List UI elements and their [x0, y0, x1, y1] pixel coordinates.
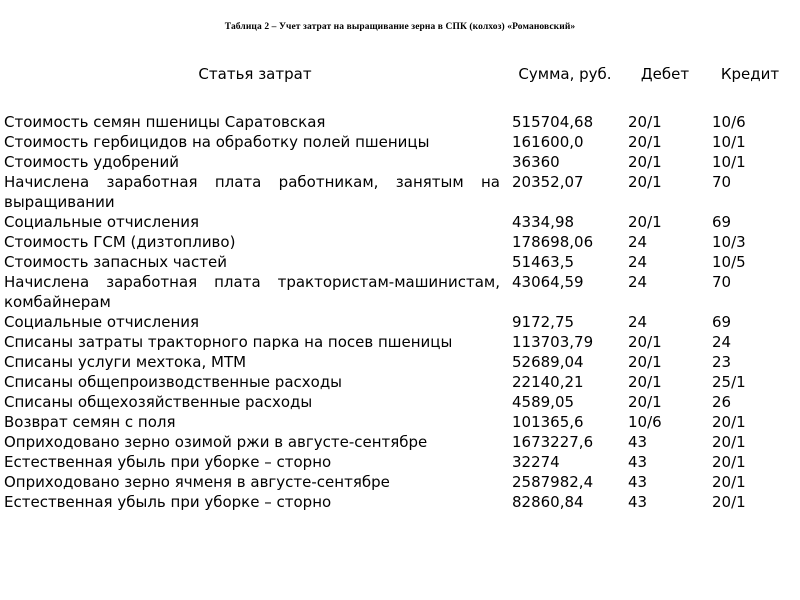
column-header-credit: Кредит [720, 65, 780, 83]
cell-item: Списаны услуги мехтока, МТМ [4, 353, 247, 371]
table-row [4, 432, 794, 452]
cell-credit: 23 [712, 353, 732, 371]
table-row [4, 412, 794, 432]
cell-debit: 20/1 [628, 213, 662, 231]
cell-credit: 10/6 [712, 113, 746, 131]
cell-item: Оприходовано зерно ячменя в августе-сентябре [4, 473, 390, 491]
cell-debit: 20/1 [628, 113, 662, 131]
cell-item: Оприходовано зерно озимой ржи в августе-сентябре [4, 433, 428, 451]
cell-item: Стоимость удобрений [4, 153, 179, 171]
cell-sum: 36360 [512, 153, 560, 171]
cell-credit: 20/1 [712, 413, 746, 431]
cell-item: Естественная убыль при уборке – сторно [4, 493, 332, 511]
cell-item: Стоимость семян пшеницы Саратовская [4, 113, 326, 131]
cell-sum: 4334,98 [512, 213, 575, 231]
cell-debit: 24 [628, 253, 648, 271]
cost-accounting-table [4, 64, 794, 512]
cell-debit: 20/1 [628, 373, 662, 391]
cell-credit: 24 [712, 333, 732, 351]
cell-debit: 43 [628, 433, 648, 451]
cell-sum: 43064,59 [512, 273, 584, 291]
table-row [4, 332, 794, 352]
cell-item: Списаны затраты тракторного парка на посев пшеницы [4, 333, 453, 351]
cell-sum: 515704,68 [512, 113, 594, 131]
cell-sum: 161600,0 [512, 133, 584, 151]
cell-item: Стоимость запасных частей [4, 253, 227, 271]
cell-debit: 24 [628, 313, 648, 331]
cell-sum: 1673227,6 [512, 433, 594, 451]
table-row [4, 272, 794, 312]
column-header-item: Статья затрат [198, 65, 312, 83]
table-header-row [4, 64, 794, 112]
cell-item: Социальные отчисления [4, 313, 200, 331]
cell-item: Начислена заработная плата работникам, занятым на выращивании [4, 173, 500, 211]
cell-credit: 69 [712, 313, 732, 331]
cell-sum: 101365,6 [512, 413, 584, 431]
cell-item: Начислена заработная плата трактористам-машинистам, комбайнерам [4, 273, 500, 311]
cell-debit: 24 [628, 233, 648, 251]
cell-credit: 20/1 [712, 453, 746, 471]
table-row [4, 232, 794, 252]
table-row [4, 172, 794, 212]
cell-sum: 113703,79 [512, 333, 594, 351]
cell-sum: 22140,21 [512, 373, 584, 391]
cell-credit: 25/1 [712, 373, 746, 391]
cell-sum: 52689,04 [512, 353, 584, 371]
cell-debit: 43 [628, 453, 648, 471]
table-row [4, 212, 794, 232]
cell-item: Списаны общепроизводственные расходы [4, 373, 343, 391]
cell-sum: 9172,75 [512, 313, 575, 331]
cell-credit: 10/3 [712, 233, 746, 251]
cell-item: Стоимость гербицидов на обработку полей пшеницы [4, 133, 430, 151]
cell-debit: 20/1 [628, 353, 662, 371]
table-row [4, 312, 794, 332]
table-row [4, 372, 794, 392]
cell-item: Списаны общехозяйственные расходы [4, 393, 313, 411]
cell-item: Возврат семян с поля [4, 413, 176, 431]
cell-debit: 43 [628, 493, 648, 511]
cell-item: Социальные отчисления [4, 213, 200, 231]
cell-credit: 20/1 [712, 493, 746, 511]
cell-credit: 69 [712, 213, 732, 231]
cell-debit: 20/1 [628, 173, 662, 191]
table-row [4, 152, 794, 172]
cell-credit: 10/5 [712, 253, 746, 271]
cell-debit: 20/1 [628, 393, 662, 411]
cell-item: Естественная убыль при уборке – сторно [4, 453, 332, 471]
cell-credit: 26 [712, 393, 732, 411]
table-row [4, 252, 794, 272]
cell-debit: 43 [628, 473, 648, 491]
table-row [4, 452, 794, 472]
cell-debit: 20/1 [628, 153, 662, 171]
table-row [4, 492, 794, 512]
cell-debit: 24 [628, 273, 648, 291]
table-caption: Таблица 2 – Учет затрат на выращивание зерна в СПК (колхоз) «Романовский» [224, 22, 576, 32]
cell-credit: 70 [712, 173, 732, 191]
cell-credit: 20/1 [712, 433, 746, 451]
cell-sum: 20352,07 [512, 173, 584, 191]
table-row [4, 132, 794, 152]
cell-item: Стоимость ГСМ (дизтопливо) [4, 233, 236, 251]
cell-credit: 70 [712, 273, 732, 291]
table-body [4, 112, 794, 512]
cell-sum: 2587982,4 [512, 473, 594, 491]
column-header-sum: Сумма, руб. [518, 65, 612, 83]
table-row [4, 472, 794, 492]
cell-sum: 178698,06 [512, 233, 594, 251]
cell-debit: 20/1 [628, 333, 662, 351]
cell-credit: 10/1 [712, 133, 746, 151]
cell-sum: 51463,5 [512, 253, 575, 271]
cell-credit: 10/1 [712, 153, 746, 171]
table-row [4, 392, 794, 412]
cell-sum: 4589,05 [512, 393, 575, 411]
cell-credit: 20/1 [712, 473, 746, 491]
cell-sum: 32274 [512, 453, 560, 471]
cell-debit: 10/6 [628, 413, 662, 431]
cell-sum: 82860,84 [512, 493, 584, 511]
cell-debit: 20/1 [628, 133, 662, 151]
column-header-debit: Дебет [640, 65, 690, 83]
table-row [4, 112, 794, 132]
table-row [4, 352, 794, 372]
